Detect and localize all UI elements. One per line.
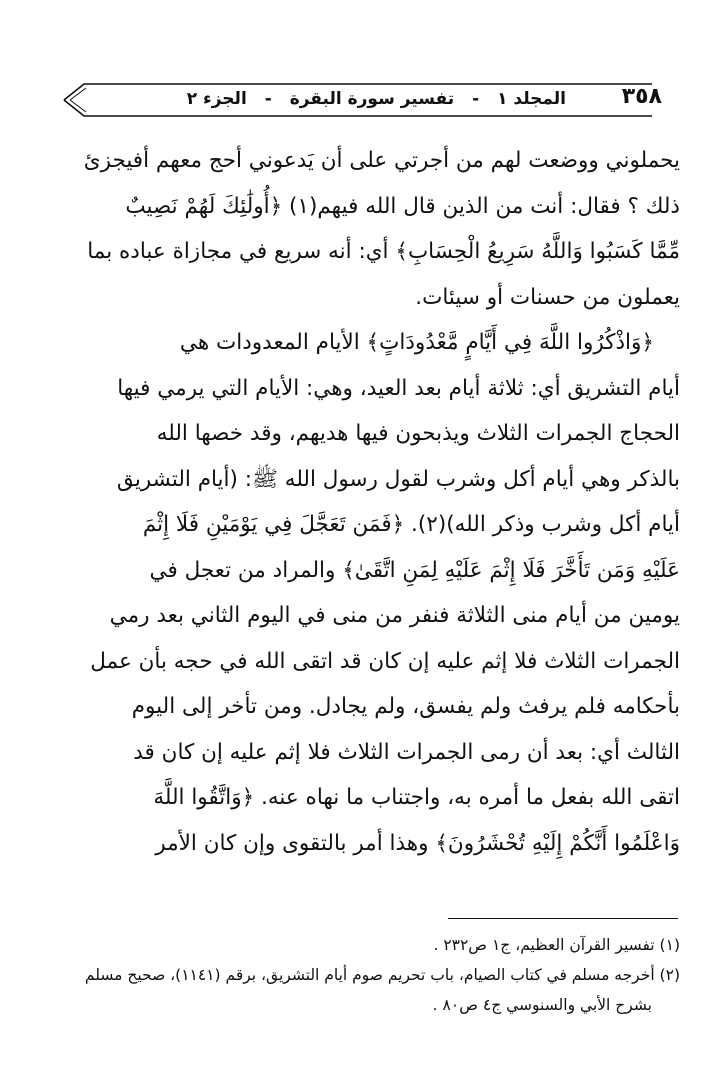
header-title: تفسير سورة البقرة — [289, 89, 455, 109]
header-volume: المجلد ١ — [497, 89, 566, 109]
body-line-12: الجمرات الثلاث فلا إثم عليه إن كان قد اتقى الله في حجه بأن عمل — [90, 648, 680, 674]
body-line-6: أيام التشريق أي: ثلاثة أيام بعد العيد، وهي: الأيام التي يرمي فيها — [117, 375, 680, 401]
body-line-15: اتقى الله بفعل ما أمره به، واجتناب ما نهاه عنه. ﴿وَاتَّقُوا اللَّهَ — [153, 785, 680, 810]
header-part: الجزء ٢ — [186, 89, 247, 109]
body-line-10: عَلَيْهِ وَمَن تَأَخَّرَ فَلَا إِثْمَ عَلَيْهِ لِمَنِ اتَّقَىٰ﴾ والمراد من تعجل في — [149, 557, 680, 583]
body-line-8: بالذكر وهي أيام أكل وشرب لقول رسول الله ﷺ: (أيام التشريق — [116, 466, 680, 492]
body-line-4: يعملون من حسنات أو سيئات. — [415, 284, 680, 310]
running-header — [62, 80, 662, 120]
header-separator-2: - — [264, 89, 272, 109]
body-text — [44, 138, 680, 866]
footnote-2-continued: بشرح الأبي والسنوسي ج٤ ص٨٠ . — [432, 996, 652, 1014]
body-line-3: مِّمَّا كَسَبُوا وَاللَّهُ سَرِيعُ الْحِسَابِ﴾ أي: أنه سريع في مجازاة عباده بما — [87, 239, 680, 264]
body-line-9: أيام أكل وشرب وذكر الله)(٢). ﴿فَمَن تَعَجَّلَ فِي يَوْمَيْنِ فَلَا إِثْمَ — [142, 512, 680, 537]
body-line-14: الثالث أي: بعد أن رمى الجمرات الثلاث فلا إثم عليه إن كان قد — [133, 739, 680, 765]
body-line-11: يومين من أيام منى الثلاثة فنفر من منى في اليوم الثاني بعد رمي — [109, 603, 680, 628]
body-line-5: ﴿وَاذْكُرُوا اللَّهَ فِي أَيَّامٍ مَّعْدُودَاتٍ﴾ الأيام المعدودات هي — [179, 330, 654, 355]
body-line-1: يحملوني ووضعت لهم من أجرتي على أن يَدعوني أحج معهم أفيجزئ — [83, 148, 680, 173]
footnote-1: (١) تفسير القرآن العظيم، ج١ ص٢٣٢ . — [433, 936, 680, 954]
body-line-16: وَاعْلَمُوا أَنَّكُمْ إِلَيْهِ تُحْشَرُونَ﴾ وهذا أمر بالتقوى وإن كان الأمر — [155, 830, 680, 856]
footnotes — [44, 930, 680, 1020]
body-line-13: بأحكامه فلم يرفث ولم يفسق، ولم يجادل. ومن تأخر إلى اليوم — [131, 694, 680, 719]
body-line-2: ذلك ؟ فقال: أنت من الذين قال الله فيهم(١) ﴿أُولَٰئِكَ لَهُمْ نَصِيبٌ — [125, 193, 680, 219]
header-separator-1: - — [472, 89, 480, 109]
running-head-text — [181, 84, 572, 114]
page-number: ٣٥٨ — [621, 84, 662, 109]
footnote-divider — [448, 918, 678, 919]
footnote-2: (٢) أخرجه مسلم في كتاب الصيام، باب تحريم صوم أيام التشريق، برقم (١١٤١)، صحيح مسلم — [84, 966, 680, 984]
body-line-7: الحجاج الجمرات الثلاث ويذبحون فيها هديهم، وقد خصها الله — [156, 421, 680, 446]
